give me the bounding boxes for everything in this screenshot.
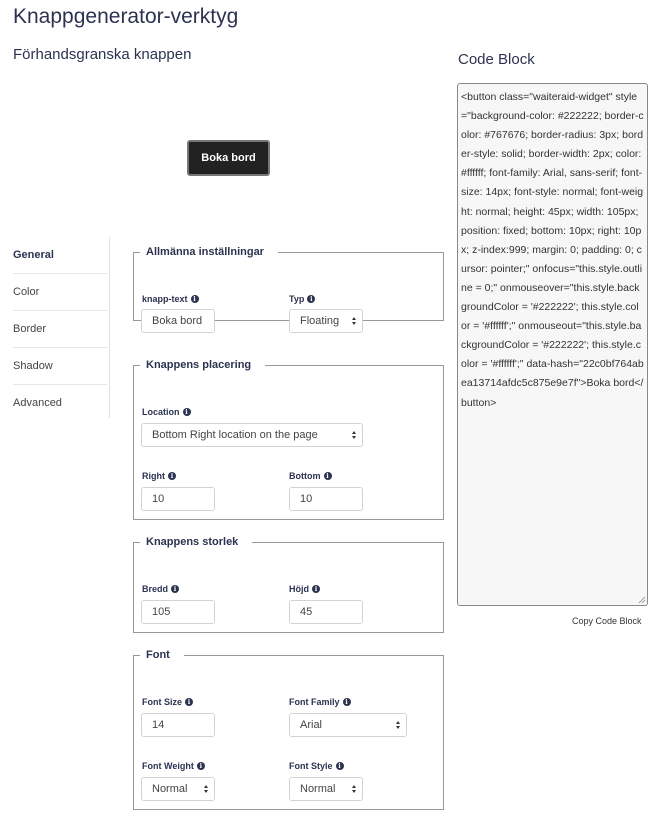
info-icon: i <box>171 585 179 593</box>
info-icon: i <box>185 698 193 706</box>
tab-shadow[interactable]: Shadow <box>13 348 107 385</box>
size-legend: Knappens storlek <box>146 536 239 548</box>
location-select[interactable]: Bottom Right location on the page <box>141 423 363 447</box>
info-icon: i <box>336 762 344 770</box>
type-select[interactable]: Floating <box>289 309 363 333</box>
tab-advanced[interactable]: Advanced <box>13 397 62 409</box>
select-arrows-icon <box>204 785 209 794</box>
right-input[interactable]: 10 <box>141 487 215 511</box>
info-icon: i <box>343 698 351 706</box>
code-block-text: <button class="waiteraid-widget" style="background-color: #222222; border-color: #767676; border-radius: 3px; border-style: solid; border-width: 2px; color: #ffffff; font-family: Arial, sans-serif; font-size: 14px; font-style: normal; font-weight: normal; height: 45px; width: 105px; position: fixed; bottom: 10px; right: 10px; z-index:999; margin: 0; padding: 0; cursor: pointer;" onfocus="this.style.outline = 0;" onmouseover="this.style.backgroundColor = '#222222'; this.style.color = '#ffffff';" onmouseout="this.style.backgroundColor = '#222222'; this.style.color = '#ffffff';" data-hash="22c0bf764abea13714afdc5c875e9e7f">Boka bord</button> <box>461 91 644 409</box>
placement-group <box>133 359 444 520</box>
code-block-textarea[interactable] <box>457 83 648 606</box>
type-label: Typ i <box>289 294 315 304</box>
copy-code-link[interactable]: Copy Code Block <box>572 616 642 626</box>
select-arrows-icon <box>352 317 357 326</box>
font-family-label: Font Family i <box>289 697 351 707</box>
width-input[interactable]: 105 <box>141 600 215 624</box>
button-text-input[interactable]: Boka bord <box>141 309 215 333</box>
preview-button[interactable]: Boka bord <box>187 140 270 176</box>
bottom-input[interactable]: 10 <box>289 487 363 511</box>
info-icon: i <box>183 408 191 416</box>
select-arrows-icon <box>396 721 401 730</box>
info-icon: i <box>307 295 315 303</box>
info-icon: i <box>324 472 332 480</box>
preview-heading: Förhandsgranska knappen <box>13 46 192 63</box>
placement-legend: Knappens placering <box>146 359 252 371</box>
info-icon: i <box>168 472 176 480</box>
font-weight-label: Font Weight i <box>142 761 205 771</box>
font-legend: Font <box>146 649 170 661</box>
info-icon: i <box>312 585 320 593</box>
info-icon: i <box>197 762 205 770</box>
page-title: Knappgenerator-verktyg <box>13 5 239 28</box>
tab-border[interactable]: Border <box>13 311 107 348</box>
general-settings-legend: Allmänna inställningar <box>146 246 264 258</box>
tab-color[interactable]: Color <box>13 274 107 311</box>
font-size-label: Font Size i <box>142 697 193 707</box>
font-group <box>133 649 444 810</box>
select-arrows-icon <box>352 785 357 794</box>
select-arrows-icon <box>352 431 357 440</box>
height-input[interactable]: 45 <box>289 600 363 624</box>
settings-tabs <box>13 237 110 418</box>
font-family-select[interactable]: Arial <box>289 713 407 737</box>
resize-grip-icon[interactable] <box>638 596 646 604</box>
button-text-label: knapp-text i <box>142 294 199 304</box>
tab-general[interactable]: General <box>13 237 107 274</box>
width-label: Bredd i <box>142 584 179 594</box>
height-label: Höjd i <box>289 584 320 594</box>
info-icon: i <box>191 295 199 303</box>
code-block-heading: Code Block <box>458 51 535 68</box>
font-style-select[interactable]: Normal <box>289 777 363 801</box>
size-group <box>133 536 444 633</box>
right-label: Right i <box>142 471 176 481</box>
location-label: Location i <box>142 407 191 417</box>
font-style-label: Font Style i <box>289 761 344 771</box>
font-weight-select[interactable]: Normal <box>141 777 215 801</box>
bottom-label: Bottom i <box>289 471 332 481</box>
font-size-input[interactable]: 14 <box>141 713 215 737</box>
general-settings-group <box>133 246 444 327</box>
